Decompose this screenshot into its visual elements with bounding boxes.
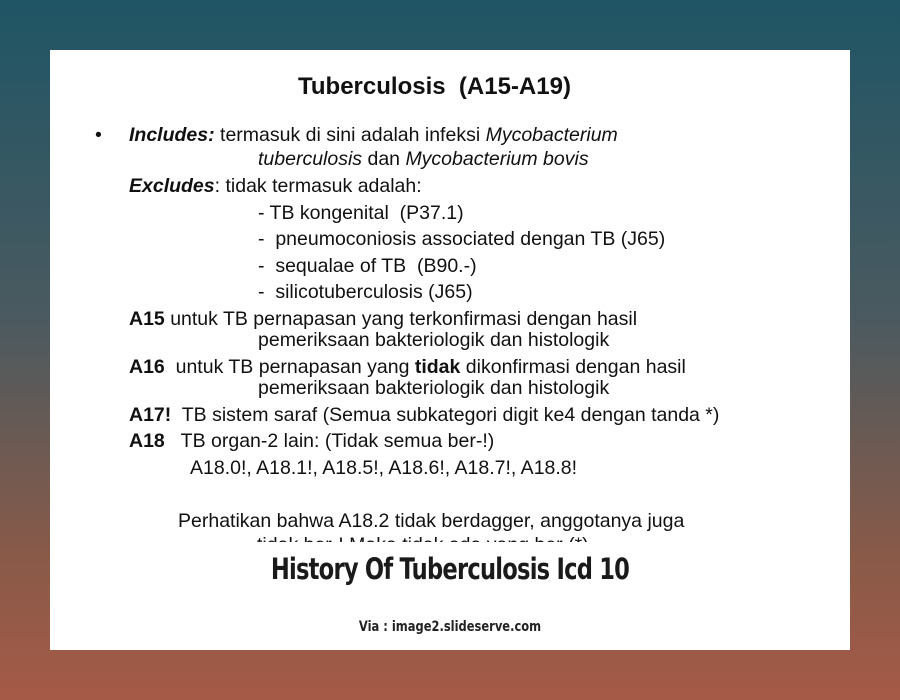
a16-text-2: pemeriksaan bakteriologik dan histologik <box>258 377 610 399</box>
excludes-item: - pneumoconiosis associated dengan TB (J65) <box>258 228 666 250</box>
caption-source: Via : image2.slideserve.com <box>358 619 542 635</box>
a16-bold: tidak <box>414 356 461 378</box>
excludes-label: Excludes <box>129 175 215 197</box>
includes-text-2: dan <box>362 148 406 170</box>
a17-line <box>129 402 719 429</box>
a17-text: TB sistem saraf (Semua subkategori digit ke4 dengan tanda *) <box>171 404 720 426</box>
a15-text-1: untuk TB pernapasan yang terkonfirmasi dengan hasil <box>164 308 638 330</box>
a18-text: TB organ-2 lain: (Tidak semua ber-!) <box>164 430 495 452</box>
a16-code: A16 <box>129 356 165 378</box>
a16-text-1a: untuk TB pernapasan yang <box>164 356 415 378</box>
includes-organism-1b: tuberculosis <box>258 148 363 170</box>
excludes-text: : tidak termasuk adalah: <box>214 175 422 197</box>
includes-text-1: termasuk di sini adalah infeksi <box>214 124 486 146</box>
a18-code: A18 <box>129 430 165 452</box>
excludes-item: - sequalae of TB (B90.-) <box>258 255 477 277</box>
note-line-1: Perhatikan bahwa A18.2 tidak berdagger, anggotanya juga <box>178 510 685 532</box>
slide-image <box>50 50 850 542</box>
a18-line <box>129 428 494 455</box>
includes-line <box>129 122 618 149</box>
a18-subcodes: A18.0!, A18.1!, A18.5!, A18.6!, A18.7!, A18.8! <box>190 457 578 479</box>
includes-label: Includes: <box>129 124 215 146</box>
includes-organism-1: Mycobacterium <box>485 124 618 146</box>
includes-organism-2: Mycobacterium bovis <box>405 148 589 170</box>
excludes-item: - TB kongenital (P37.1) <box>258 202 464 224</box>
excludes-item: - silicotuberculosis (J65) <box>258 281 473 303</box>
bullet-marker: • <box>95 124 102 146</box>
a16-text-1b: dikonfirmasi dengan hasil <box>460 356 686 378</box>
a15-text-2: pemeriksaan bakteriologik dan histologik <box>258 329 610 351</box>
slide-title: Tuberculosis (A15-A19) <box>298 73 571 100</box>
image-card <box>50 50 850 650</box>
a15-code: A15 <box>129 308 165 330</box>
excludes-line <box>129 173 422 200</box>
caption-title: History Of Tuberculosis Icd 10 <box>270 552 630 586</box>
includes-line-2 <box>258 146 589 173</box>
caption-area <box>50 542 850 650</box>
a17-code: A17! <box>129 404 172 426</box>
